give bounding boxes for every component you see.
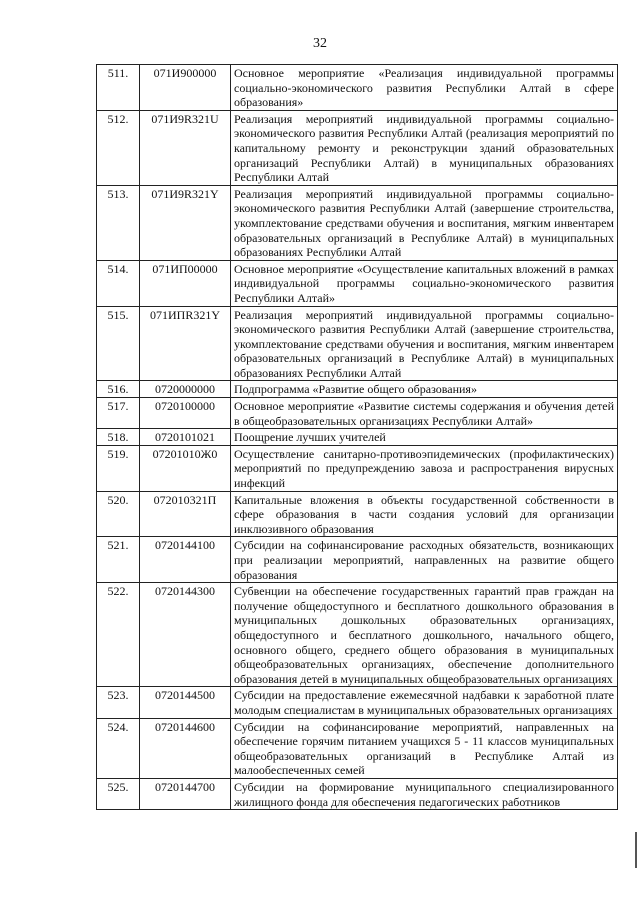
row-name: Поощрение лучших учителей: [231, 429, 618, 446]
row-name: Реализация мероприятий индивидуальной программы социально-экономического развития Республики Алтай (завершение строительства, укомплектование средствами обучения и воспитания, мягким инвентарем образовательных организаций в Республике Алтай) в муниципальных образованиях Республики Алтай: [231, 185, 618, 260]
row-name: Субсидии на предоставление ежемесячной надбавки к заработной плате молодым специалистам в муниципальных образовательных организациях: [231, 687, 618, 718]
budget-code-table: [96, 64, 618, 810]
table-row: [97, 381, 618, 398]
row-name: Субсидии на софинансирование мероприятий, направленных на обеспечение горячим питанием учащихся 5 - 11 классов муниципальных общеобразовательных организаций в Республике Алтай из малообеспеченных семей: [231, 718, 618, 778]
table-row: [97, 398, 618, 429]
row-name: Основное мероприятие «Реализация индивидуальной программы социально-экономического развития Республики Алтай в сфере образования»: [231, 65, 618, 111]
row-number: 522.: [97, 583, 140, 687]
row-name: Субсидии на софинансирование расходных обязательств, возникающих при реализации мероприятий, направленных на развитие общего образования: [231, 537, 618, 583]
row-name: Основное мероприятие «Осуществление капитальных вложений в рамках индивидуальной программы социально-экономического развития Республики Алтай»: [231, 260, 618, 306]
table-row: [97, 260, 618, 306]
row-number: 517.: [97, 398, 140, 429]
row-name: Субвенции на обеспечение государственных гарантий прав граждан на получение общедоступного и бесплатного дошкольного образования в муниципальных дошкольных образовательных организациях, общедоступного и бесплатного дошкольного, начального общего, основного общего, среднего общего образования в муниципальных общеобразовательных организациях, обеспечение дополнительного образования детей в муниципальных общеобразовательных организациях: [231, 583, 618, 687]
table-row: [97, 491, 618, 537]
row-code: 0720144600: [140, 718, 231, 778]
row-code: 071И9R321U: [140, 110, 231, 185]
table-row: [97, 687, 618, 718]
table-row: [97, 429, 618, 446]
row-number: 516.: [97, 381, 140, 398]
row-number: 511.: [97, 65, 140, 111]
row-number: 521.: [97, 537, 140, 583]
row-code: 0720144100: [140, 537, 231, 583]
row-number: 525.: [97, 778, 140, 809]
row-number: 513.: [97, 185, 140, 260]
row-code: 0720101021: [140, 429, 231, 446]
row-number: 514.: [97, 260, 140, 306]
row-name: Осуществление санитарно-противоэпидемических (профилактических) мероприятий по предупреждению завоза и распространения вирусных инфекций: [231, 445, 618, 491]
table-row: [97, 537, 618, 583]
table-row: [97, 306, 618, 381]
row-number: 515.: [97, 306, 140, 381]
row-code: 071И9R321Y: [140, 185, 231, 260]
row-name: Реализация мероприятий индивидуальной программы социально-экономического развития Республики Алтай (реализация мероприятий по капитальному ремонту и реконструкции зданий образовательных организаций Республики Алтай) в муниципальных образованиях Республики Алтай: [231, 110, 618, 185]
row-code: 07201010Ж0: [140, 445, 231, 491]
row-number: 524.: [97, 718, 140, 778]
row-name: Реализация мероприятий индивидуальной программы социально-экономического развития Республики Алтай (завершение строительства, укомплектование средствами обучения и воспитания, мягким инвентарем образовательных организаций в Республике Алтай) в муниципальных образованиях Республики Алтай: [231, 306, 618, 381]
row-number: 512.: [97, 110, 140, 185]
table-row: [97, 445, 618, 491]
table-row: [97, 718, 618, 778]
row-code: 071И900000: [140, 65, 231, 111]
table-row: [97, 185, 618, 260]
table-row: [97, 583, 618, 687]
row-name: Основное мероприятие «Развитие системы содержания и обучения детей в общеобразовательных организациях Республики Алтай»: [231, 398, 618, 429]
row-number: 520.: [97, 491, 140, 537]
row-code: 0720144700: [140, 778, 231, 809]
row-name: Субсидии на формирование муниципального специализированного жилищного фонда для обеспечения педагогических работников: [231, 778, 618, 809]
row-code: 072010321П: [140, 491, 231, 537]
scan-margin-mark: [635, 832, 637, 868]
row-code: 0720000000: [140, 381, 231, 398]
row-number: 518.: [97, 429, 140, 446]
page-number: 32: [313, 36, 327, 51]
row-code: 0720144300: [140, 583, 231, 687]
row-code: 0720100000: [140, 398, 231, 429]
row-name: Подпрограмма «Развитие общего образования»: [231, 381, 618, 398]
row-number: 519.: [97, 445, 140, 491]
row-code: 0720144500: [140, 687, 231, 718]
table-row: [97, 110, 618, 185]
row-code: 071ИП00000: [140, 260, 231, 306]
table-row: [97, 778, 618, 809]
row-code: 071ИПR321Y: [140, 306, 231, 381]
row-number: 523.: [97, 687, 140, 718]
row-name: Капитальные вложения в объекты государственной собственности в сфере образования в части создания условий для организации инклюзивного образования: [231, 491, 618, 537]
table-row: [97, 65, 618, 111]
